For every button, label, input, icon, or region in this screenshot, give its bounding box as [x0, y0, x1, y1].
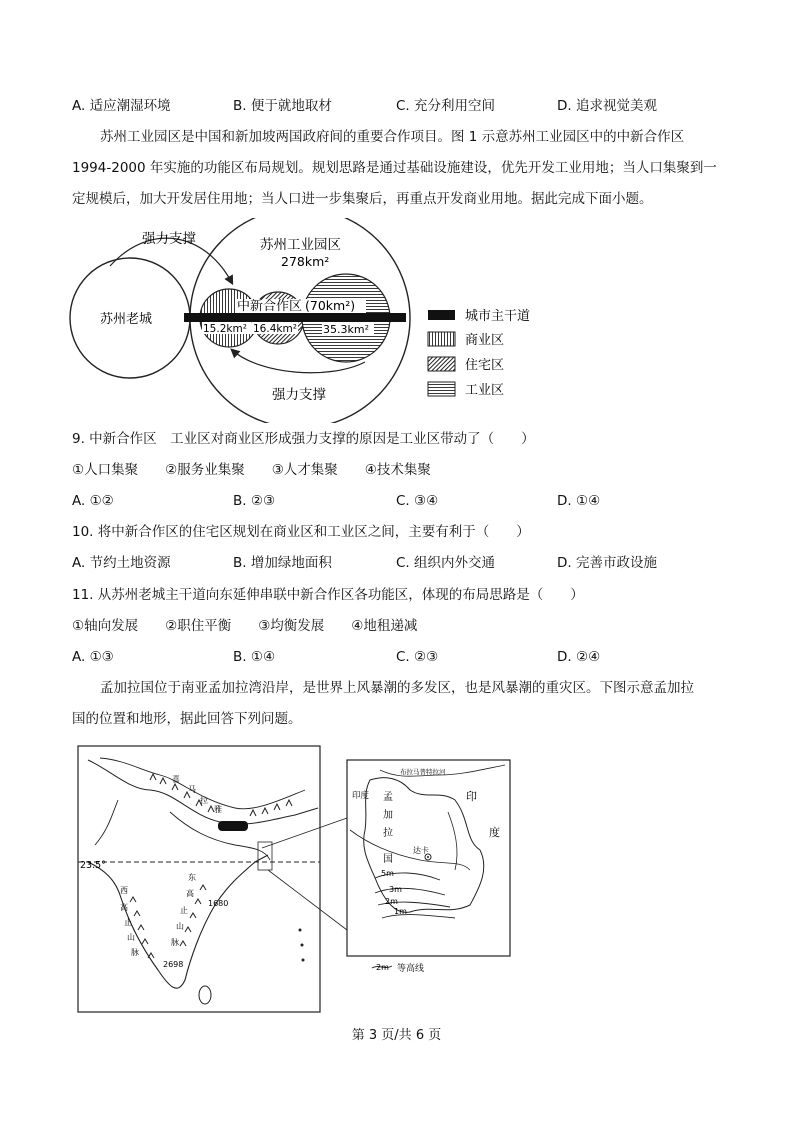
east-ghats-char: 东	[188, 873, 196, 882]
dhaka-label: 达卡	[413, 846, 429, 855]
figure-1-diagram	[66, 218, 566, 423]
q10-option-d: D. 完善市政设施	[557, 555, 657, 571]
contour-label: 2m	[385, 897, 398, 906]
legend-commercial-swatch	[428, 332, 455, 346]
q11-stem: 11. 从苏州老城主干道向东延伸串联中新合作区各功能区，体现的布局思路是（ ）	[72, 587, 584, 603]
legend-residential-swatch	[428, 357, 455, 371]
contour-legend-label: 等高线	[397, 964, 425, 974]
legend-road-swatch	[428, 310, 455, 320]
legend-industrial-label: 工业区	[465, 383, 505, 398]
east-ghats-char: 高	[186, 889, 194, 898]
q11-items: ①轴向发展 ②职住平衡 ③均衡发展 ④地租递减	[72, 618, 418, 634]
old-city-label: 苏州老城	[100, 312, 153, 327]
commercial-area: 15.2km²	[203, 323, 247, 335]
passage1-line: 定规模后，加大开发居住用地；当人口进一步集聚后，再重点开发商业用地。据此完成下面小题。	[72, 191, 653, 207]
inset-river-label: 布拉马普特拉河	[400, 768, 446, 776]
passage2-line: 孟加拉国位于南亚孟加拉湾沿岸，是世界上风暴潮的多发区，也是风暴潮的重灾区。下图示意孟加拉	[100, 680, 694, 696]
q9-items: ①人口集聚 ②服务业集聚 ③人才集聚 ④技术集聚	[72, 462, 431, 478]
park-name: 苏州工业园区	[260, 237, 341, 253]
main-map-frame	[78, 746, 320, 1012]
west-ghats-char: 山	[127, 933, 135, 942]
q11-option-c: C. ②③	[396, 649, 439, 665]
west-ghats-char: 脉	[131, 948, 139, 957]
inset-india-left: 印度	[352, 791, 370, 801]
support-label-top: 强力支撑	[142, 231, 196, 247]
contour-label: 5m	[381, 869, 394, 878]
east-ghats-char: 止	[180, 906, 188, 915]
inset-bangla-char: 拉	[383, 828, 393, 839]
peak-1680: 1680	[208, 899, 229, 908]
support-label-bottom: 强力支撑	[272, 387, 326, 403]
industrial-area: 35.3km²	[323, 323, 369, 336]
inset-india-right-char: 印	[466, 790, 477, 803]
park-area: 278km²	[281, 254, 330, 269]
contour-label: 3m	[389, 885, 402, 894]
q8-option-a: A. 适应潮湿环境	[72, 98, 171, 114]
contour-label: 1m	[394, 907, 407, 916]
q8-option-c: C. 充分利用空间	[396, 98, 496, 114]
q9-stem: 9. 中新合作区 工业区对商业区形成强力支撑的原因是工业区带动了（ ）	[72, 431, 535, 447]
q8-option-b: B. 便于就地取材	[233, 98, 332, 114]
west-ghats-char: 止	[124, 918, 132, 927]
himalaya-char: 雅	[214, 805, 222, 814]
q9-option-d: D. ①④	[557, 493, 601, 509]
contour-legend-value: 2m	[376, 963, 389, 972]
east-ghats-char: 脉	[171, 938, 179, 947]
west-ghats-char: 高	[120, 903, 128, 912]
latitude-label: 23.5°	[80, 860, 106, 871]
inset-bangla-char: 孟	[383, 792, 393, 803]
east-ghats-char: 山	[176, 922, 184, 931]
q9-option-b: B. ②③	[233, 493, 276, 509]
main-road	[184, 313, 406, 322]
q8-option-d: D. 追求视觉美观	[557, 98, 657, 114]
himalaya-char: 喜	[172, 775, 180, 784]
peak-2698: 2698	[163, 960, 184, 969]
legend-residential-label: 住宅区	[465, 358, 505, 373]
q10-option-b: B. 增加绿地面积	[233, 555, 332, 571]
himalaya-char: 马	[188, 785, 196, 794]
q11-option-a: A. ①③	[72, 649, 114, 665]
residential-area: 16.4km²	[253, 323, 297, 335]
south-asia-map	[74, 742, 524, 1017]
passage2-line: 国的位置和地形，据此回答下列问题。	[72, 711, 302, 727]
q11-option-b: B. ①④	[233, 649, 276, 665]
himalaya-char: 拉	[200, 796, 208, 805]
west-ghats-char: 西	[120, 886, 128, 895]
q11-option-d: D. ②④	[557, 649, 601, 665]
legend-industrial-swatch	[428, 382, 455, 396]
inset-bangla-char: 加	[383, 810, 393, 821]
passage1-line: 1994-2000 年实施的功能区布局规划。规划思路是通过基础设施建设，优先开发工业用地；当人口集聚到一	[72, 160, 717, 176]
q10-stem: 10. 将中新合作区的住宅区规划在商业区和工业区之间，主要有利于（ ）	[72, 524, 530, 540]
legend-road-label: 城市主干道	[465, 309, 531, 324]
legend-commercial-label: 商业区	[465, 333, 505, 348]
zone-area: (70km²)	[305, 298, 356, 313]
highlight-region	[218, 821, 248, 831]
zone-name: 中新合作区	[237, 299, 303, 314]
passage1-line: 苏州工业园区是中国和新加坡两国政府间的重要合作项目。图 1 示意苏州工业园区中的中新合作区	[100, 129, 685, 145]
inset-india-right-char: 度	[489, 826, 500, 839]
inset-bangla-char: 国	[383, 854, 393, 865]
q9-option-a: A. ①②	[72, 493, 114, 509]
q10-option-c: C. 组织内外交通	[396, 555, 496, 571]
q10-option-a: A. 节约土地资源	[72, 555, 171, 571]
page-footer: 第 3 页/共 6 页	[351, 1028, 442, 1043]
q9-option-c: C. ③④	[396, 493, 439, 509]
